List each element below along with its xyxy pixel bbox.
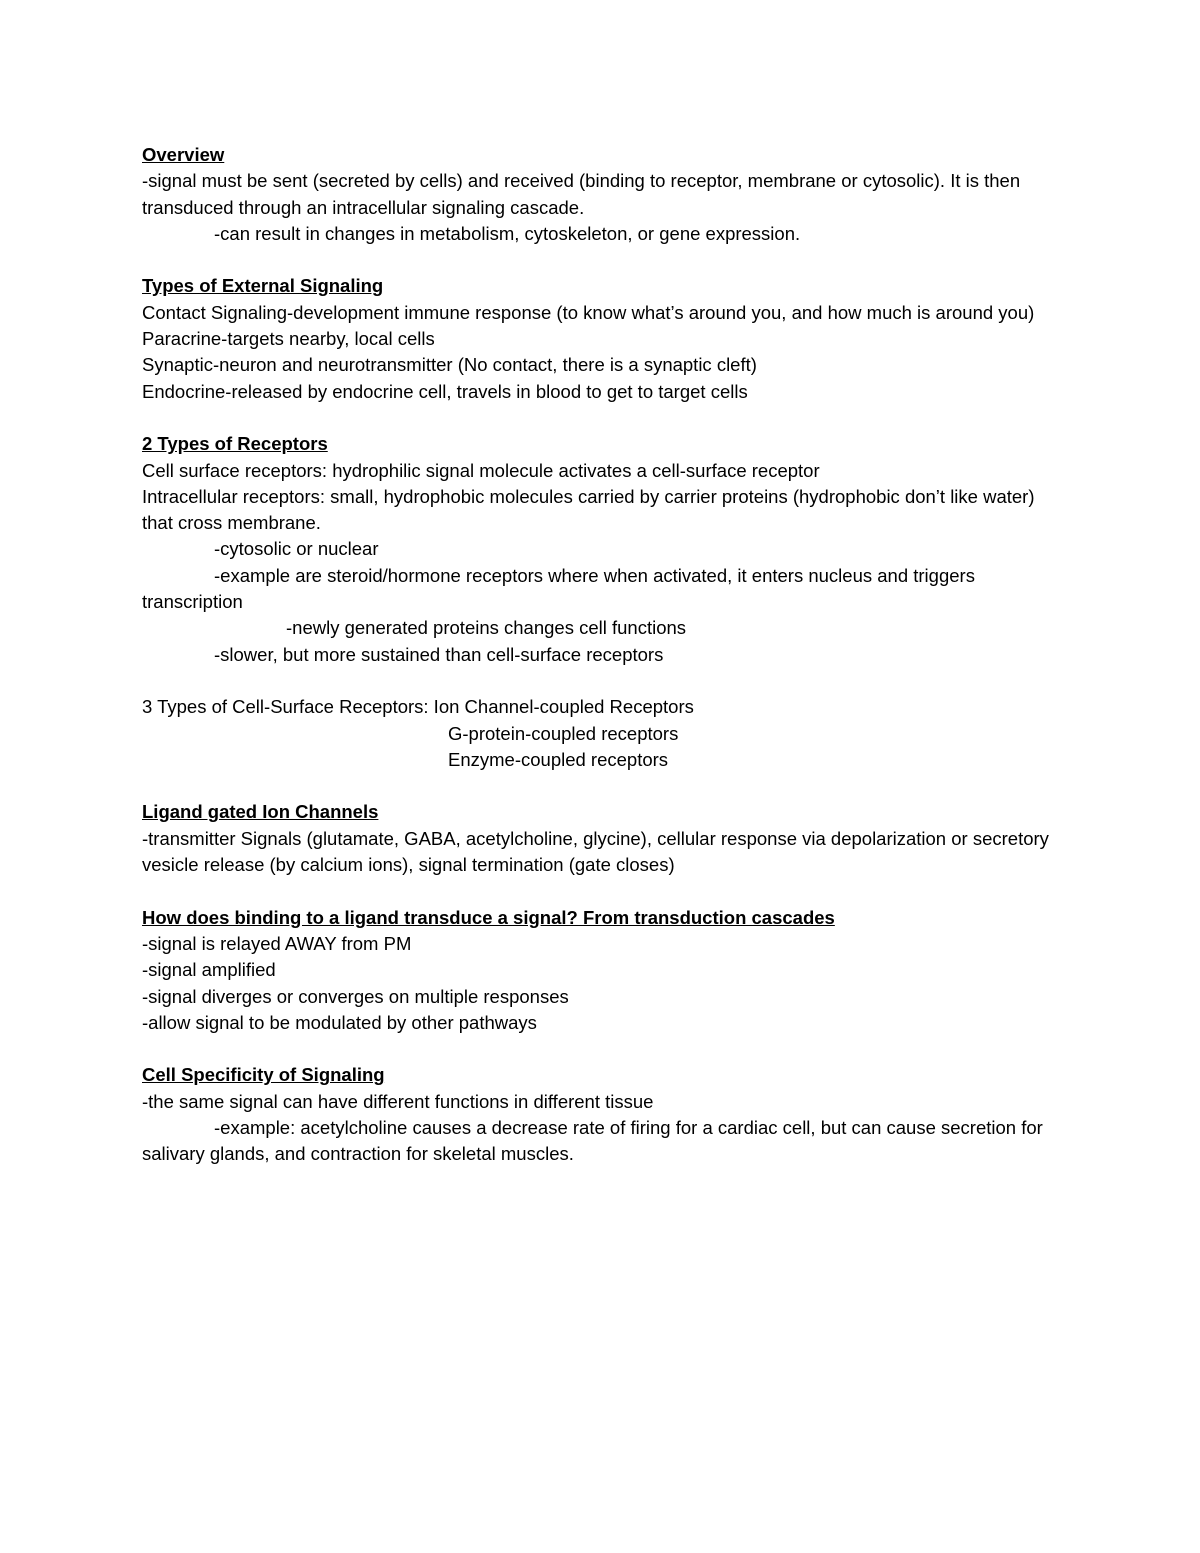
receptors-sub-2-text: -example are steroid/hormone receptors where when activated, it enters nucleus and triggers transcription xyxy=(142,564,975,613)
specificity-line-1: -the same signal can have different functions in different tissue xyxy=(142,1090,654,1112)
blank-line xyxy=(142,247,1062,273)
specificity-line-2 xyxy=(142,1115,1062,1168)
external-signaling-item: Contact Signaling-development immune response (to know what’s around you, and how much is around you) xyxy=(142,301,1035,323)
transduction-item: -allow signal to be modulated by other pathways xyxy=(142,1011,537,1033)
external-signaling-item: Synaptic-neuron and neurotransmitter (No contact, there is a synaptic cleft) xyxy=(142,354,757,376)
transduction-item: -signal amplified xyxy=(142,959,276,981)
blank-line xyxy=(142,773,1062,799)
receptors-sub-1: -cytosolic or nuclear xyxy=(214,538,379,560)
heading-receptors: 2 Types of Receptors xyxy=(142,433,328,455)
receptors-intracellular: Intracellular receptors: small, hydrophobic molecules carried by carrier proteins (hydrophobic don’t like water) that cross membrane. xyxy=(142,485,1035,534)
transduction-item: -signal is relayed AWAY from PM xyxy=(142,932,412,954)
receptors-sub-3: -newly generated proteins changes cell functions xyxy=(286,617,687,639)
overview-line-1: -signal must be sent (secreted by cells) and received (binding to receptor, membrane or cytosolic). It is then transduced through an intracellular signaling cascade. xyxy=(142,170,1021,218)
heading-overview: Overview xyxy=(142,144,225,165)
heading-external-signaling: Types of External Signaling xyxy=(142,275,384,297)
cell-surface-types-line-3: Enzyme-coupled receptors xyxy=(448,748,669,770)
heading-transduction: How does binding to a ligand transduce a signal? From transduction cascades xyxy=(142,906,835,928)
receptors-sub-4: -slower, but more sustained than cell-surface receptors xyxy=(214,643,664,665)
heading-ligand-channels: Ligand gated Ion Channels xyxy=(142,801,379,823)
heading-specificity: Cell Specificity of Signaling xyxy=(142,1064,385,1086)
transduction-item: -signal diverges or converges on multiple responses xyxy=(142,985,569,1007)
external-signaling-item: Paracrine-targets nearby, local cells xyxy=(142,328,435,350)
cell-surface-types-line-1: 3 Types of Cell-Surface Receptors: Ion Channel-coupled Receptors xyxy=(142,696,694,718)
blank-line xyxy=(142,1036,1062,1062)
external-signaling-item: Endocrine-released by endocrine cell, travels in blood to get to target cells xyxy=(142,380,748,402)
blank-line xyxy=(142,405,1062,431)
cell-surface-types-line-2: G-protein-coupled receptors xyxy=(448,722,679,744)
blank-line xyxy=(142,668,1062,694)
document-page xyxy=(142,142,1062,1168)
blank-line xyxy=(142,878,1062,904)
ligand-channels-text: -transmitter Signals (glutamate, GABA, acetylcholine, glycine), cellular response via depolarization or secretory vesicle release (by calcium ions), signal termination (gate closes) xyxy=(142,827,1049,876)
overview-line-2: -can result in changes in metabolism, cytoskeleton, or gene expression. xyxy=(214,222,801,244)
specificity-line-2-text: -example: acetylcholine causes a decrease rate of firing for a cardiac cell, but can cause secretion for salivary glands, and contraction for skeletal muscles. xyxy=(142,1116,1043,1165)
receptors-cell-surface: Cell surface receptors: hydrophilic signal molecule activates a cell-surface receptor xyxy=(142,459,820,481)
receptors-sub-2 xyxy=(142,563,1062,616)
